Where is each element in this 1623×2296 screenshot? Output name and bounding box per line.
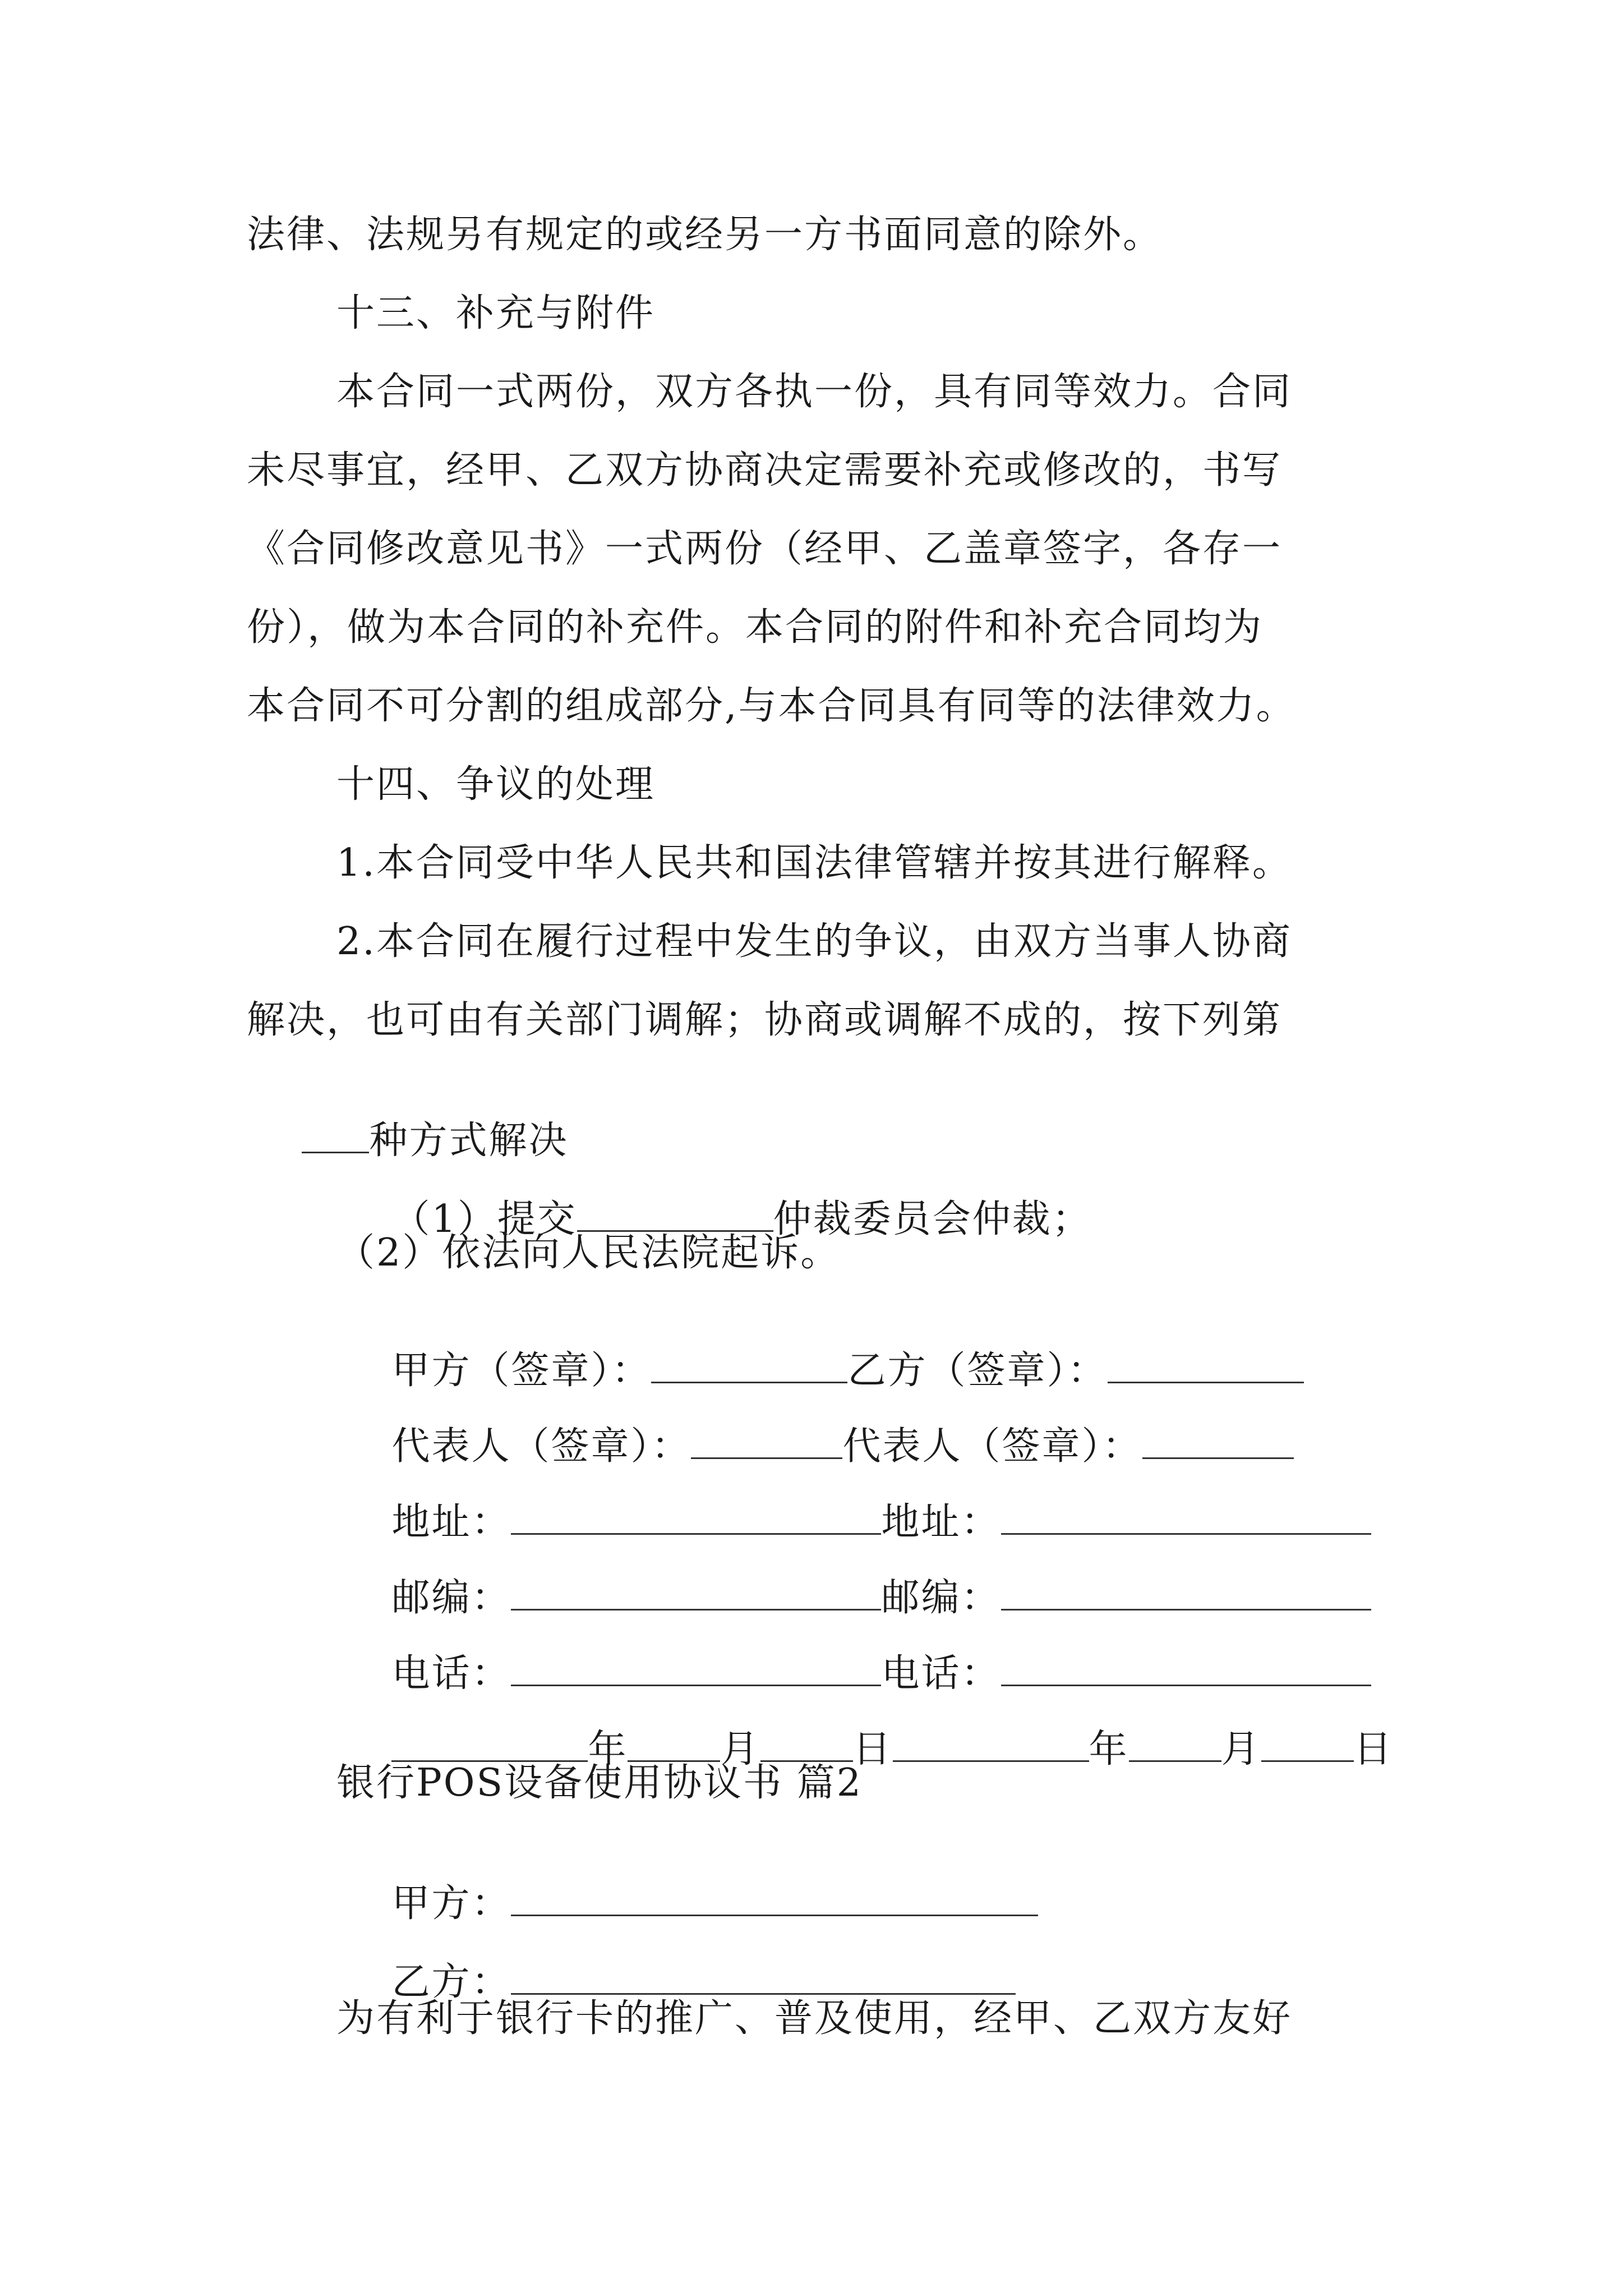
signature-row-representative: 代表人（签章）： 代表人（签章）：: [336, 1386, 1294, 1504]
section-heading-14: 十四、争议的处理: [336, 762, 656, 807]
zip-a-blank[interactable]: [511, 1575, 881, 1611]
paragraph-line-with-blank: 种方式解决: [247, 1080, 568, 1198]
paragraph-line: 法律、法规另有规定的或经另一方书面同意的除外。: [247, 213, 1163, 257]
address-b-blank[interactable]: [1001, 1499, 1371, 1535]
paragraph-line: 解决，也可由有关部门调解；协商或调解不成的，按下列第: [247, 998, 1283, 1042]
paragraph-line: 份），做为本合同的补充件。本合同的附件和补充合同均为: [247, 605, 1264, 650]
section-2-party-b: 乙方：: [336, 1921, 1016, 2040]
phone-b-blank[interactable]: [1001, 1651, 1371, 1686]
section-2-intro: 为有利于银行卡的推广、普及使用，经甲、乙双方友好: [336, 1996, 1293, 2041]
section-2-party-a: 甲方：: [336, 1843, 1038, 1961]
month-a-blank[interactable]: [628, 1727, 720, 1762]
section-2-title: 银行POS设备使用协议书 篇2: [336, 1761, 863, 1805]
phone-a-blank[interactable]: [511, 1651, 881, 1686]
section-heading-13: 十三、补充与附件: [336, 291, 656, 335]
paragraph-line: 未尽事宜，经甲、乙双方协商决定需要补充或修改的，书写: [247, 448, 1283, 493]
option-1: （1）提交 仲裁委员会仲裁；: [391, 1197, 1092, 1241]
paragraph-line: 2.本合同在履行过程中发生的争议，由双方当事人协商: [336, 919, 1292, 964]
signature-row-date: 年 月 日 年 月 日: [336, 1688, 1394, 1807]
rep-a-blank[interactable]: [691, 1424, 842, 1459]
party-a-seal-blank[interactable]: [651, 1348, 847, 1383]
address-a-blank[interactable]: [511, 1499, 881, 1535]
party-b-seal-blank[interactable]: [1108, 1348, 1304, 1383]
year-b-blank[interactable]: [893, 1727, 1089, 1762]
section-2-party-a-blank[interactable]: [511, 1881, 1038, 1916]
arbitration-committee-blank[interactable]: [577, 1197, 773, 1232]
paragraph-line: 1.本合同受中华人民共和国法律管辖并按其进行解释。: [336, 841, 1292, 885]
option-2: （2）依法向人民法院起诉。: [336, 1231, 841, 1275]
section-2-party-b-blank[interactable]: [511, 1959, 1016, 1995]
zip-b-blank[interactable]: [1001, 1575, 1371, 1611]
paragraph-line: 《合同修改意见书》一式两份（经甲、乙盖章签字，各存一: [247, 527, 1283, 571]
signature-row-address: 地址： 地址：: [336, 1461, 1371, 1580]
rep-b-blank[interactable]: [1142, 1424, 1294, 1459]
day-b-blank[interactable]: [1261, 1727, 1354, 1762]
signature-row-phone: 电话： 电话：: [336, 1613, 1371, 1731]
year-a-blank[interactable]: [391, 1727, 588, 1762]
day-a-blank[interactable]: [760, 1727, 853, 1762]
signature-row-zip: 邮编： 邮编：: [336, 1537, 1371, 1655]
fill-blank[interactable]: [302, 1118, 369, 1153]
paragraph-line: 本合同不可分割的组成部分,与本合同具有同等的法律效力。: [247, 684, 1296, 728]
paragraph-line: 本合同一式两份，双方各执一份，具有同等效力。合同: [336, 370, 1293, 414]
month-b-blank[interactable]: [1129, 1727, 1221, 1762]
signature-row-seal: 甲方（签章）： 乙方（签章）：: [336, 1310, 1304, 1428]
